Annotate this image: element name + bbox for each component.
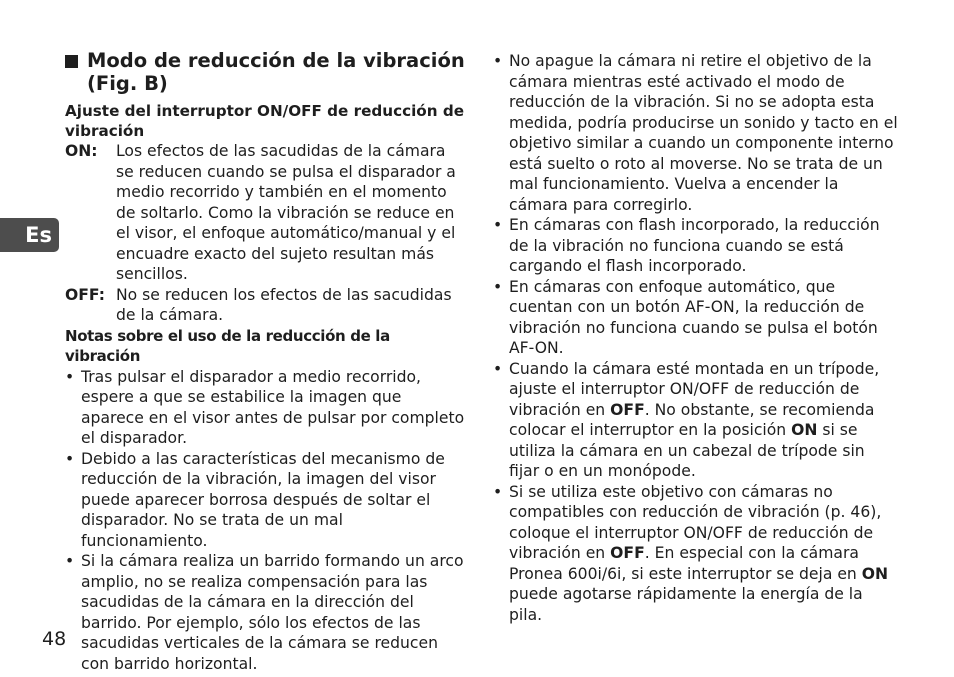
list-item bbox=[493, 277, 898, 359]
list-item-text: En cámaras con enfoque automático, que cuentan con un botón AF-ON, la reducción de vibración no funciona cuando se pulsa el botón AF-ON. bbox=[509, 277, 878, 357]
text-run: . En especial con la cámara Pronea 600i/6i, si este interruptor se deja en bbox=[509, 544, 862, 583]
bullet-icon: • bbox=[493, 482, 503, 501]
list-item bbox=[493, 51, 898, 215]
square-bullet-icon bbox=[65, 55, 78, 68]
bullet-icon: • bbox=[493, 359, 503, 378]
bullet-icon: • bbox=[493, 277, 503, 296]
keyword-on: ON bbox=[861, 564, 889, 583]
definition-off bbox=[65, 285, 465, 326]
list-item bbox=[493, 359, 898, 482]
switch-subheading: Ajuste del interruptor ON/OFF de reducción de vibración bbox=[65, 102, 465, 140]
text-run: si se utiliza la cámara en un cabezal de trípode sin fijar o en un monópode. bbox=[509, 421, 865, 480]
section-heading bbox=[65, 50, 465, 95]
list-item-text: No apague la cámara ni retire el objetivo de la cámara mientras esté activado el modo de reducción de la vibración. Si no se adopta esta medida, podría producirse un sonido y tacto en el objetivo similar a cuando un componente interno está suelto o roto al moverse. No se trata de un mal funcionamiento. Vuelva a encender la cámara para corregirlo. bbox=[509, 52, 898, 214]
text-run: puede agotarse rápidamente la energía de la pila. bbox=[509, 585, 863, 624]
bullet-icon: • bbox=[493, 216, 503, 234]
list-item bbox=[493, 482, 898, 626]
list-item bbox=[65, 449, 465, 552]
list-item-text bbox=[509, 482, 898, 626]
list-item-text: En cámaras con flash incorporado, la reducción de la vibración no funciona cuando se está cargando el flash incorporado. bbox=[509, 216, 880, 275]
definition-text: Los efectos de las sacudidas de la cámara se reducen cuando se pulsa el disparador a medio recorrido y también en el momento de soltarlo. Como la vibración se reduce en el visor, el enfoque automático/manual y el encuadre exacto del sujeto resultan más sencillos. bbox=[116, 142, 456, 283]
bullet-icon: • bbox=[65, 367, 75, 386]
list-item-text: Debido a las características del mecanismo de reducción de la vibración, la imagen del visor puede aparecer borrosa después de soltar el disparador. No se trata de un mal funcionamiento. bbox=[81, 449, 445, 550]
left-column bbox=[65, 50, 465, 674]
list-item-text: Si la cámara realiza un barrido formando un arco amplio, no se realiza compensación para las sacudidas de la cámara en la dirección del barrido. Por ejemplo, sólo los efectos de las sacudidas verticales de la cámara se reducen con barrido horizontal. bbox=[81, 552, 464, 673]
definition-term: ON: bbox=[65, 142, 98, 160]
definition-on bbox=[65, 141, 465, 285]
definition-text: No se reducen los efectos de las sacudidas de la cámara. bbox=[116, 285, 452, 324]
list-item bbox=[65, 367, 465, 449]
list-item-text bbox=[509, 359, 898, 482]
bullet-icon: • bbox=[493, 52, 503, 70]
text-run: Cuando la cámara esté montada en un trípode, ajuste el interruptor ON/OFF de reducción de vibración en bbox=[509, 359, 880, 419]
right-column bbox=[493, 51, 898, 625]
section-heading-text: Modo de reducción de la vibración (Fig. B) bbox=[87, 49, 465, 95]
language-tab: Es bbox=[0, 218, 59, 252]
page-number: 48 bbox=[42, 628, 67, 650]
notes-heading: Notas sobre el uso de la reducción de la vibración bbox=[65, 326, 390, 365]
list-item-text: Tras pulsar el disparador a medio recorrido, espere a que se estabilice la imagen que aparece en el visor antes de pulsar por completo el disparador. bbox=[81, 367, 465, 447]
definition-term: OFF: bbox=[65, 285, 105, 304]
keyword-off: OFF bbox=[610, 544, 645, 562]
list-item bbox=[65, 551, 465, 674]
keyword-on: ON bbox=[791, 421, 818, 439]
list-item bbox=[493, 215, 898, 277]
text-run: . No obstante, se recomienda colocar el interruptor en la posición bbox=[509, 400, 875, 439]
bullet-icon: • bbox=[65, 552, 75, 570]
keyword-off: OFF bbox=[610, 400, 645, 419]
bullet-icon: • bbox=[65, 449, 75, 468]
text-run: Si se utiliza este objetivo con cámaras no compatibles con reducción de vibración (p. 46), coloque el interruptor ON/OFF de reducción de vibración en bbox=[509, 482, 882, 562]
